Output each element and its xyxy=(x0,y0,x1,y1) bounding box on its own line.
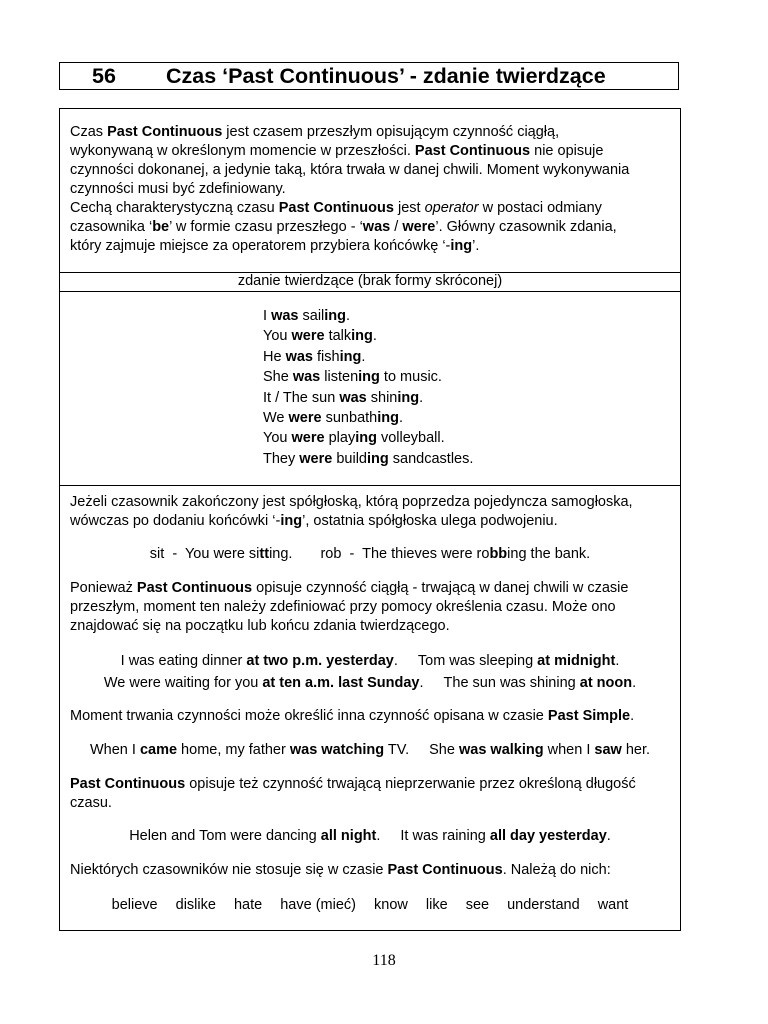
page-number: 118 xyxy=(372,952,396,969)
example-sentence: You were talking. xyxy=(263,328,377,345)
affirmative-examples xyxy=(60,292,680,486)
verb-item: understand xyxy=(507,897,580,913)
verb-item: believe xyxy=(111,897,158,913)
rule-duration-text: Past Continuous opisuje też czynność trwającą nieprzerwanie przez określoną długość czasu. xyxy=(70,776,636,811)
verb-item: want xyxy=(597,897,629,913)
intro-line: czynności dokonanej, a jedynie taką, która trwała w danej chwili. Moment wykonywania xyxy=(70,162,630,178)
lesson-title-box xyxy=(59,62,679,90)
intro-line: wykonywaną w określonym momencie w przeszłości. Past Continuous nie opisuje xyxy=(70,143,604,159)
verb-item: dislike xyxy=(175,897,216,913)
intro-line: czasownika ‘be’ w formie czasu przeszłego - ‘was / were’. Główny czasownik zdania, xyxy=(70,219,617,235)
rule-doubling-text: Jeżeli czasownik zakończony jest spółgłoską, którą poprzedza pojedyncza samogłoska, wówczas po dodaniu końcówki ‘-ing’, ostatnia spółgłoska ulega podwojeniu. xyxy=(70,494,633,529)
rule-non-continuous-text: Niektórych czasowników nie stosuje się w czasie Past Continuous. Należą do nich: xyxy=(70,862,611,878)
lesson-title: Czas ‘Past Continuous’ - zdanie twierdzące xyxy=(166,64,606,88)
past-simple-examples: When I came home, my father was watching TV. She was walking when I saw her. xyxy=(89,742,651,758)
intro-section xyxy=(60,109,680,273)
time-examples: I was eating dinner at two p.m. yesterday. Tom was sleeping at midnight. We were waiting for you at ten a.m. last Sunday. The sun was shining at noon. xyxy=(103,653,637,691)
example-sentence: It / The sun was shining. xyxy=(263,389,424,406)
duration-examples: Helen and Tom were dancing all night. It was raining all day yesterday. xyxy=(129,828,611,844)
verb-item: have (mieć) xyxy=(280,897,356,913)
example-sentence: He was fishing. xyxy=(263,348,366,365)
verb-item: like xyxy=(425,897,448,913)
intro-line: Czas Past Continuous jest czasem przeszłym opisującym czynność ciągłą, xyxy=(70,124,560,140)
example-sentence: I was sailing. xyxy=(263,308,351,324)
doubling-examples: sit - You were sitting. rob - The thieves were robbing the bank. xyxy=(149,546,591,562)
example-sentence: We were sunbathing. xyxy=(263,410,404,427)
lesson-number: 56 xyxy=(92,64,116,88)
example-sentence: They were building sandcastles. xyxy=(263,450,474,467)
rules-section xyxy=(60,486,680,930)
rule-past-simple-text: Moment trwania czynności może określić inna czynność opisana w czasie Past Simple. xyxy=(70,708,635,724)
lesson-content-box xyxy=(59,108,681,931)
verb-item: see xyxy=(465,897,490,913)
rule-time-text: Ponieważ Past Continuous opisuje czynność ciągłą - trwającą w danej chwili w czasie przeszłym, moment ten należy zdefiniować przy pomocy określenia czasu. Może ono znajdować się na początku lub końcu zdania twierdzącego. xyxy=(70,580,629,634)
example-sentence: You were playing volleyball. xyxy=(263,430,445,447)
example-sentence: She was listening to music. xyxy=(263,369,442,386)
non-continuous-verb-list xyxy=(70,896,670,915)
verb-item: hate xyxy=(233,897,263,913)
intro-line: który zajmuje miejsce za operatorem przybiera końcówkę ‘-ing’. xyxy=(70,238,480,254)
intro-line: Cechą charakterystyczną czasu Past Continuous jest operator w postaci odmiany xyxy=(70,200,602,216)
affirmative-header: zdanie twierdzące (brak formy skróconej) xyxy=(60,273,680,292)
intro-line: czynności musi być zdefiniowany. xyxy=(70,181,286,197)
verb-item: know xyxy=(374,897,408,913)
